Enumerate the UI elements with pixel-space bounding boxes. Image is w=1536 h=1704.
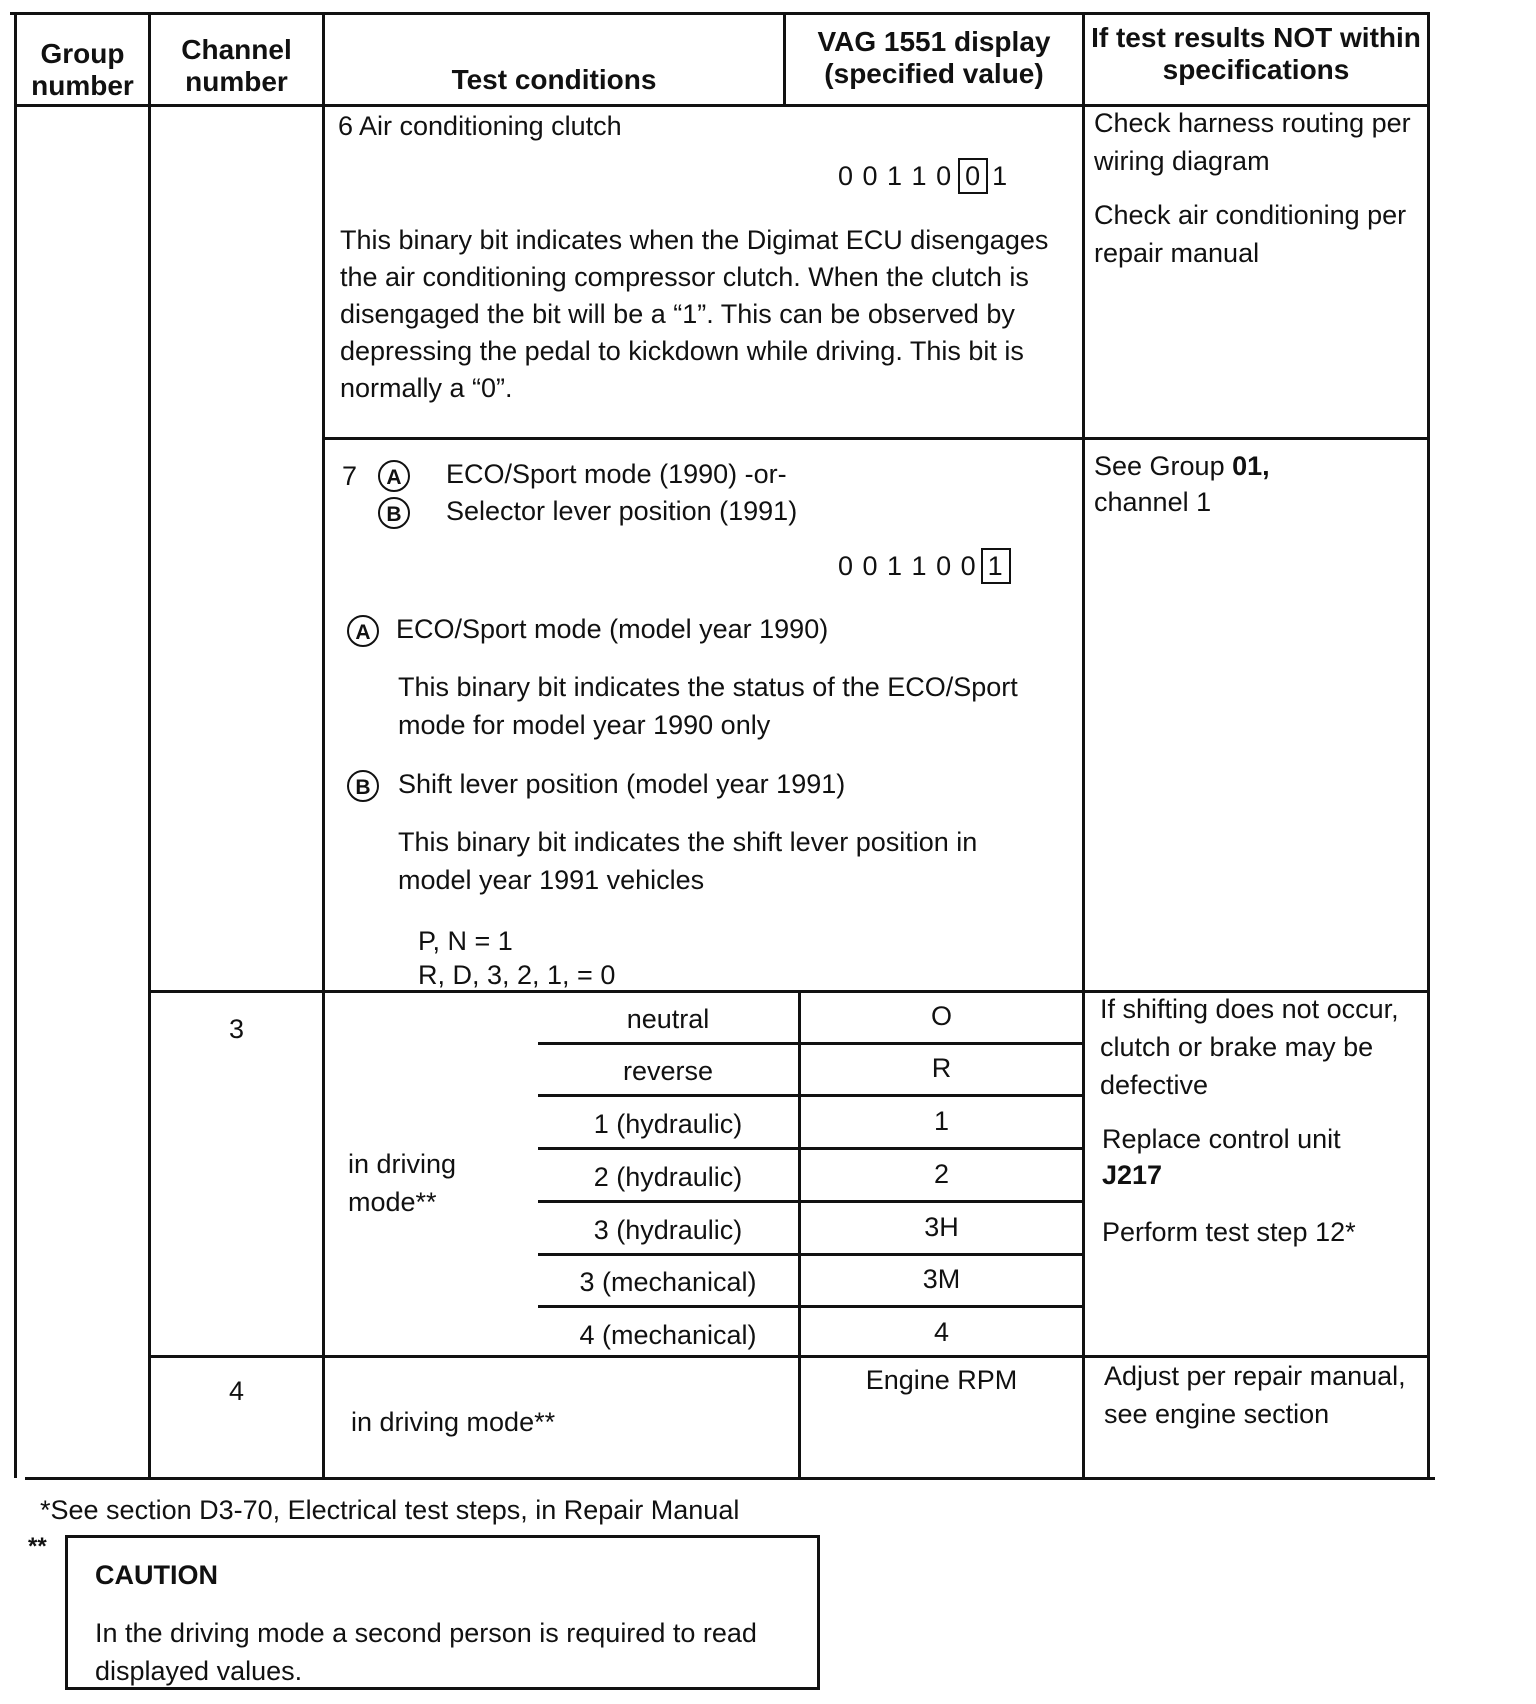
row7-sub-a-title: ECO/Sport mode (model year 1990) — [396, 614, 829, 644]
gear-line-4 — [538, 1200, 1083, 1203]
gear-label-3-hydraulic: 3 (hydraulic) — [593, 1215, 743, 1245]
caution-title: CAUTION — [95, 1560, 218, 1590]
row7-line-a: ECO/Sport mode (1990) -or- — [446, 459, 787, 489]
gear-value-neutral: O — [930, 1001, 952, 1031]
row-divider-6-7 — [322, 437, 1428, 440]
header-vag-display: VAG 1551 display (specified value) — [817, 26, 1051, 89]
header-test-conditions: Test conditions — [451, 64, 657, 95]
footnote: *See section D3-70, Electrical test steps, in Repair Manual — [40, 1495, 740, 1525]
channel3-action-2: Replace control unit — [1102, 1124, 1341, 1154]
col-divider-1 — [148, 12, 151, 1478]
row7-pn-values: P, N = 1 — [418, 926, 513, 956]
gear-label-4-mechanical: 4 (mechanical) — [579, 1320, 757, 1350]
channel3-condition: in driving mode** — [348, 1149, 457, 1217]
row7-line-b: Selector lever position (1991) — [446, 496, 798, 526]
channel4-action: Adjust per repair manual, see engine section — [1104, 1361, 1406, 1429]
table-bottom-border — [25, 1477, 1435, 1480]
row6-binary-prefix: 0 0 1 1 0 — [838, 161, 953, 191]
row7-action-prefix: See Group — [1094, 451, 1233, 481]
row6-action-2: Check air conditioning per repair manual — [1094, 200, 1407, 268]
table-left-border — [14, 12, 17, 1478]
row6-title: 6 Air conditioning clutch — [338, 111, 622, 141]
table-right-border — [1427, 12, 1430, 1478]
row7-action — [1094, 447, 1270, 485]
gear-label-2-hydraulic: 2 (hydraulic) — [593, 1162, 743, 1192]
gear-line-5 — [538, 1253, 1083, 1256]
row7-binary-boxed-bit: 1 — [981, 548, 1011, 584]
gear-line-2 — [538, 1094, 1083, 1097]
row7-action-group: 01, — [1232, 451, 1270, 481]
row6-description: This binary bit indicates when the Digimat ECU disengages the air conditioning compressor clutch. When the clutch is disengaged the bit will be a “1”. This can be observed by depressing the pedal to kickdown while driving. This bit is normally a “0”. — [340, 225, 1049, 403]
header-group-number: Group number — [31, 38, 134, 101]
channel4-display: Engine RPM — [865, 1365, 1018, 1395]
row7-sub-a-text: This binary bit indicates the status of the ECO/Sport mode for model year 1990 only — [398, 672, 1018, 740]
channel3-action-3: Perform test step 12* — [1102, 1217, 1356, 1247]
row6-binary-boxed-bit: 0 — [958, 158, 988, 194]
caution-marker: ** — [28, 1533, 47, 1560]
row7-sub-b-circle-icon: B — [347, 770, 379, 802]
row7-binary-prefix: 0 0 1 1 0 0 — [838, 551, 977, 581]
col-divider-4 — [1082, 12, 1085, 1478]
row7-sub-b-text: This binary bit indicates the shift lever position in model year 1991 vehicles — [398, 827, 978, 895]
row6-binary-suffix: 1 — [992, 161, 1009, 191]
channel3-action-2-part: J217 — [1102, 1160, 1163, 1190]
gear-value-3-hydraulic: 3H — [924, 1212, 959, 1242]
row7-binary-value — [838, 547, 1011, 585]
row7-action-line2: channel 1 — [1094, 487, 1212, 517]
row7-circle-b-icon: B — [378, 497, 410, 529]
gear-line-3 — [538, 1147, 1083, 1150]
gear-value-1-hydraulic: 1 — [933, 1106, 950, 1136]
row7-sub-b-title: Shift lever position (model year 1991) — [398, 769, 846, 799]
row7-number: 7 — [342, 461, 358, 491]
gear-value-4-mechanical: 4 — [933, 1317, 950, 1347]
channel4-number: 4 — [228, 1376, 245, 1406]
row6-binary-value — [838, 157, 1008, 195]
row6-action-1: Check harness routing per wiring diagram — [1094, 108, 1411, 176]
caution-text: In the driving mode a second person is required to read displayed values. — [95, 1618, 757, 1686]
gear-line-6 — [538, 1305, 1083, 1308]
gear-label-1-hydraulic: 1 (hydraulic) — [593, 1109, 743, 1139]
channel4-condition: in driving mode** — [351, 1407, 556, 1437]
gear-value-reverse: R — [931, 1053, 952, 1083]
header-channel-number: Channel number — [181, 34, 292, 97]
channel3-action-1: If shifting does not occur, clutch or brake may be defective — [1100, 994, 1399, 1100]
table-top-border — [10, 12, 1428, 15]
row7-circle-a-icon: A — [378, 460, 410, 492]
channel3-number: 3 — [228, 1014, 245, 1044]
caution-box — [65, 1535, 820, 1690]
col-divider-2 — [322, 12, 325, 1478]
gear-label-reverse: reverse — [622, 1056, 714, 1086]
header-if-not-within: If test results NOT within specifications — [1091, 22, 1421, 85]
gear-value-3-mechanical: 3M — [922, 1264, 961, 1294]
gear-label-neutral: neutral — [626, 1004, 710, 1034]
gear-line-1 — [538, 1042, 1083, 1045]
row7-sub-a-circle-icon: A — [347, 615, 379, 647]
gear-label-3-mechanical: 3 (mechanical) — [579, 1267, 757, 1297]
row7-rd-values: R, D, 3, 2, 1, = 0 — [418, 960, 616, 990]
gear-value-2-hydraulic: 2 — [933, 1159, 950, 1189]
